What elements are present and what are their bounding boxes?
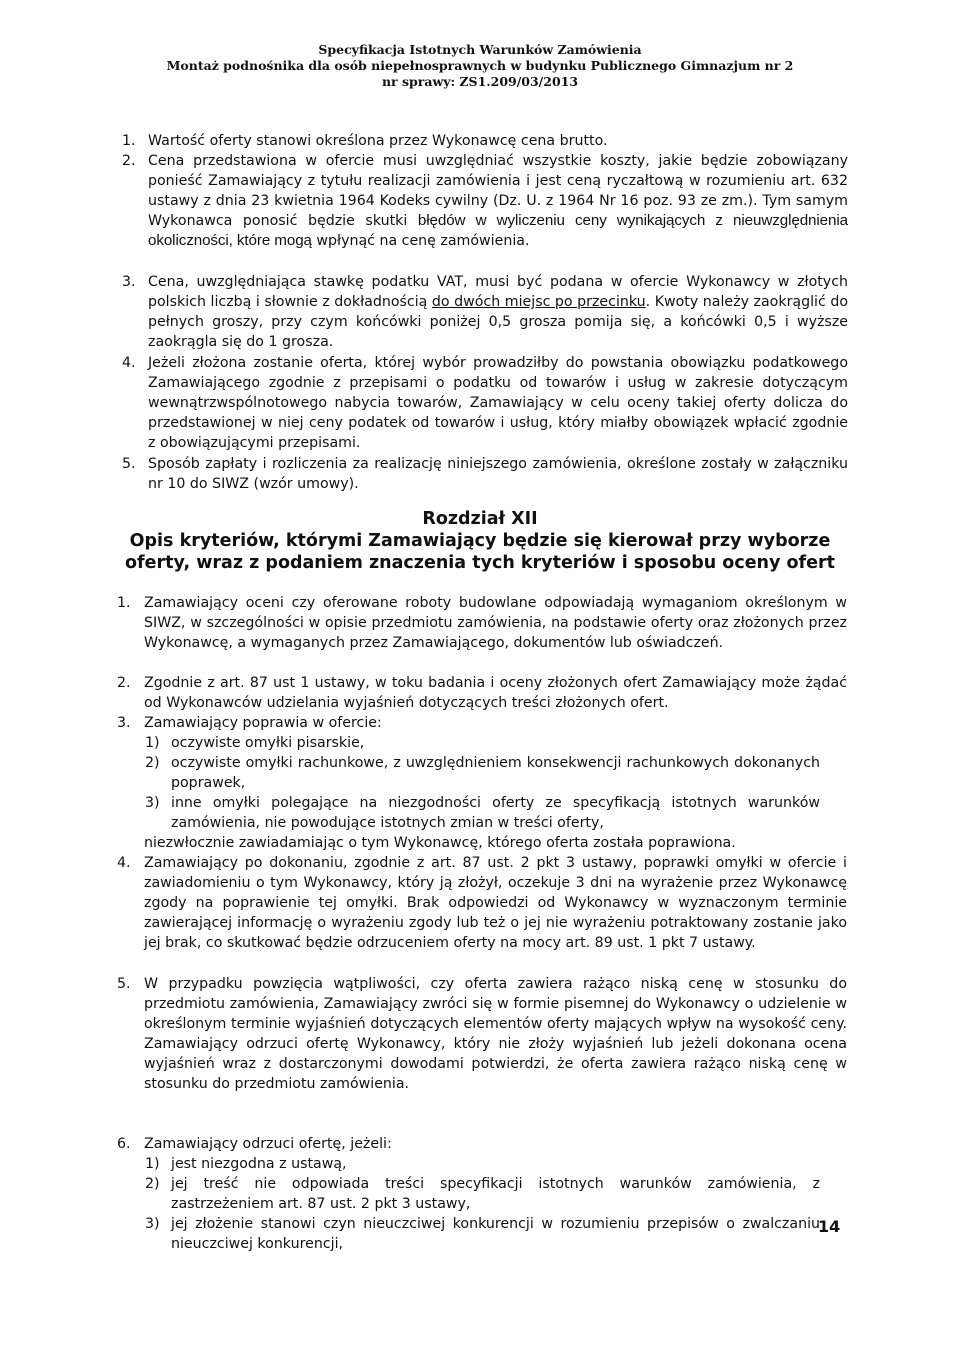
page-number: 14 bbox=[818, 1217, 841, 1236]
sub-list-number: 3) bbox=[145, 795, 160, 811]
list-text: Zamawiający po dokonaniu, zgodnie z art. 87 ust. 2 pkt 3 ustawy, poprawki omyłki w ofercie i zawiadomieniu o tym Wykonawcy, który ją złożył, oczekuje 3 dni na wyrażenie przez Wykonawcę zgody na poprawienie tej omyłki. Brak odpowiedzi od Wykonawcy w wyznaczonym terminie zawierającej informację o wyrażeniu zgody lub też o jej nie wyrażeniu potraktowany zostanie jako jej brak, co skutkować będzie odrzuceniem oferty na mocy art. 89 ust. 1 pkt 7 ustawy. bbox=[144, 855, 847, 951]
list-text: Zamawiający oceni czy oferowane roboty budowlane odpowiadają wymaganiom określonym w SIWZ, w szczególności w opisie przedmiotu zamówienia, na podstawie oferty oraz złożonych przez Wykonawcę, a wymaganych przez Zamawiającego, dokumentów lub oświadczeń. bbox=[144, 595, 847, 651]
list-number: 6. bbox=[117, 1136, 131, 1152]
list-number: 4. bbox=[117, 855, 131, 871]
list-text: Zamawiający odrzuci ofertę, jeżeli: bbox=[144, 1136, 392, 1152]
list-number: 4. bbox=[122, 355, 136, 371]
list-number: 5. bbox=[122, 456, 136, 472]
list-text: Zamawiający poprawia w ofercie: bbox=[144, 715, 382, 731]
sub-list-text: jej treść nie odpowiada treści specyfikacji istotnych warunków zamówienia, z zastrzeżeniem art. 87 ust. 2 pkt 3 ustawy, bbox=[171, 1176, 820, 1212]
list-text: W przypadku powzięcia wątpliwości, czy oferta zawiera rażąco niską cenę w stosunku do przedmiotu zamówienia, Zamawiający zwróci się w formie pisemnej do Wykonawcy o udzielenie w określonym terminie wyjaśnień dotyczących elementów oferty mających wpływ na wysokość ceny. Zamawiający odrzuci ofertę Wykonawcy, który nie złoży wyjaśnień lub jeżeli dokonana ocena wyjaśnień wraz z dostarczonymi dowodami potwierdzi, że oferta zawiera rażąco niską cenę w stosunku do przedmiotu zamówienia. bbox=[144, 976, 847, 1092]
list-text-main: Cena przedstawiona w ofercie musi uwzględniać wszystkie koszty, jakie będzie zobowiązany ponieść Zamawiający z tytułu realizacji zamówienia i jest ceną ryczałtową w rozumieniu art. 632 ustawy z dnia 23 kwietnia 1964 Kodeks cywilny (Dz. U. z 1964 Nr 16 poz. 93 ze zm.). Tym samym Wykonawca ponosić będzie skutki bbox=[148, 153, 848, 229]
list-text bbox=[148, 272, 848, 352]
sub-list-text: oczywiste omyłki rachunkowe, z uwzględnieniem konsekwencji rachunkowych dokonanych poprawek, bbox=[171, 755, 820, 791]
list-number: 3. bbox=[117, 715, 131, 731]
sub-list-text: inne omyłki polegające na niezgodności oferty ze specyfikacją istotnych warunków zamówienia, nie powodujące istotnych zmian w treści oferty, bbox=[171, 795, 820, 831]
list-text: Jeżeli złożona zostanie oferta, której wybór prowadziłby do powstania obowiązku podatkowego Zamawiającego zgodnie z przepisami o podatku od towarów i usług w zakresie dotyczącym wewnątrzwspólnotowego nabycia towarów, Zamawiający w celu oceny takiej oferty dolicza do przedstawionej w niej ceny podatek od towarów i usług, który miałby obowiązek wpłacić zgodnie z obowiązującymi przepisami. bbox=[148, 355, 848, 451]
list-number: 2. bbox=[122, 153, 136, 169]
list-text-post: . Kwoty należy zaokrąglić do pełnych groszy, przy czym końcówki poniżej 0,5 grosza pomija się, a końcówki 0,5 i wyższe zaokrągla się do 1 grosza. bbox=[148, 294, 849, 350]
list-number: 5. bbox=[117, 976, 131, 992]
list-number: 1. bbox=[117, 595, 131, 611]
sub-list-number: 2) bbox=[145, 1176, 160, 1192]
list-number: 2. bbox=[117, 675, 131, 691]
chapter-subtitle-line1: Opis kryteriów, którymi Zamawiający będzie się kierował przy wyborze bbox=[129, 531, 831, 551]
underlined-text: do dwóch miejsc po przecinku bbox=[431, 294, 646, 310]
sub-list-text: jej złożenie stanowi czyn nieuczciwej konkurencji w rozumieniu przepisów o zwalczaniu nieuczciwej konkurencji, bbox=[171, 1216, 820, 1252]
list-number: 3. bbox=[122, 274, 136, 290]
header-case-number: nr sprawy: ZS1.209/03/2013 bbox=[381, 74, 579, 89]
header-title: Specyfikacja Istotnych Warunków Zamówienia bbox=[318, 42, 642, 57]
list-text: Zgodnie z art. 87 ust 1 ustawy, w toku badania i oceny złożonych ofert Zamawiający może żądać od Wykonawców udzielania wyjaśnień dotyczących treści złożonych ofert. bbox=[144, 675, 847, 711]
header-subject: Montaż podnośnika dla osób niepełnosprawnych w budynku Publicznego Gimnazjum nr 2 bbox=[166, 58, 794, 73]
list-text-pre: Cena, uwzględniająca stawkę podatku VAT, musi być podana w ofercie Wykonawcy w złotych polskich liczbą i słownie z dokładnością bbox=[148, 274, 848, 310]
list-text: Wartość oferty stanowi określona przez Wykonawcę cena brutto. bbox=[148, 133, 608, 149]
sub-list-text: oczywiste omyłki pisarskie, bbox=[171, 735, 365, 751]
list-text-end: wpłynąć na cenę zamówienia. bbox=[316, 233, 530, 249]
document-header bbox=[0, 42, 960, 90]
list-text bbox=[148, 151, 848, 251]
list-closing-text: niezwłocznie zawiadamiając o tym Wykonawcę, którego oferta została poprawiona. bbox=[144, 835, 736, 851]
chapter-heading bbox=[0, 508, 960, 574]
sub-list-number: 2) bbox=[145, 755, 160, 771]
list-text: Sposób zapłaty i rozliczenia za realizację niniejszego zamówienia, określone zostały w załączniku nr 10 do SIWZ (wzór umowy). bbox=[148, 456, 848, 492]
chapter-title: Rozdział XII bbox=[422, 509, 538, 529]
chapter-subtitle-line2: oferty, wraz z podaniem znaczenia tych kryteriów i sposobu oceny ofert bbox=[124, 553, 836, 573]
list-number: 1. bbox=[122, 133, 136, 149]
sub-list-text: jest niezgodna z ustawą, bbox=[171, 1156, 347, 1172]
list-text-condensed: błędów w wyliczeniu ceny wynikających z nieuwzględnienia okoliczności, które mogą bbox=[148, 212, 848, 249]
sub-list-number: 1) bbox=[145, 735, 160, 751]
sub-list-number: 3) bbox=[145, 1216, 160, 1232]
sub-list-number: 1) bbox=[145, 1156, 160, 1172]
